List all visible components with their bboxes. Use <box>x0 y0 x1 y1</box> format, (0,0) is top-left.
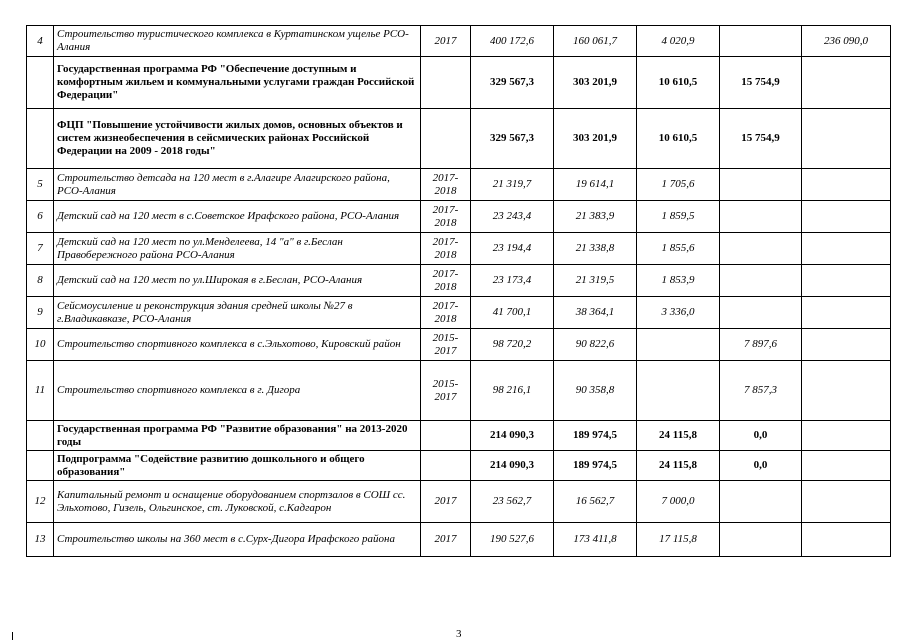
value-total: 23 194,4 <box>471 233 554 265</box>
value-federal: 189 974,5 <box>554 421 637 451</box>
value-federal: 21 383,9 <box>554 201 637 233</box>
value-federal: 16 562,7 <box>554 481 637 523</box>
value-total: 214 090,3 <box>471 451 554 481</box>
row-number: 9 <box>27 297 54 329</box>
row-number: 11 <box>27 361 54 421</box>
row-years: 2017 <box>421 26 471 57</box>
value-other <box>720 26 802 57</box>
value-federal: 173 411,8 <box>554 523 637 557</box>
value-extra <box>802 451 891 481</box>
value-extra <box>802 361 891 421</box>
table-row <box>27 265 891 297</box>
row-number: 7 <box>27 233 54 265</box>
row-years: 2017-2018 <box>421 169 471 201</box>
row-number: 13 <box>27 523 54 557</box>
row-number: 8 <box>27 265 54 297</box>
value-federal: 38 364,1 <box>554 297 637 329</box>
value-other: 15 754,9 <box>720 109 802 169</box>
value-total: 214 090,3 <box>471 421 554 451</box>
row-years <box>421 421 471 451</box>
value-federal: 303 201,9 <box>554 109 637 169</box>
row-title: Государственная программа РФ "Обеспечение доступным и комфортным жильем и коммунальными услугами граждан Российской Федерации" <box>54 57 421 109</box>
row-title: Детский сад на 120 мест по ул.Менделеева, 14 "а" в г.Беслан Правобережного района РСО-Алания <box>54 233 421 265</box>
table-row <box>27 201 891 233</box>
row-years: 2017-2018 <box>421 297 471 329</box>
value-regional: 17 115,8 <box>637 523 720 557</box>
value-other <box>720 265 802 297</box>
table-section-row <box>27 109 891 169</box>
value-total: 21 319,7 <box>471 169 554 201</box>
value-total: 23 562,7 <box>471 481 554 523</box>
value-regional: 3 336,0 <box>637 297 720 329</box>
table-row <box>27 26 891 57</box>
row-number: 4 <box>27 26 54 57</box>
value-other <box>720 523 802 557</box>
value-regional: 1 705,6 <box>637 169 720 201</box>
value-total: 23 243,4 <box>471 201 554 233</box>
row-title: Строительство спортивного комплекса в с.Эльхотово, Кировский район <box>54 329 421 361</box>
value-federal: 21 338,8 <box>554 233 637 265</box>
row-number <box>27 57 54 109</box>
value-regional <box>637 361 720 421</box>
row-years: 2017-2018 <box>421 201 471 233</box>
value-federal: 90 822,6 <box>554 329 637 361</box>
value-regional: 24 115,8 <box>637 451 720 481</box>
value-extra <box>802 169 891 201</box>
value-federal: 189 974,5 <box>554 451 637 481</box>
value-other <box>720 201 802 233</box>
value-regional: 7 000,0 <box>637 481 720 523</box>
value-regional: 1 855,6 <box>637 233 720 265</box>
table-row <box>27 329 891 361</box>
value-federal: 160 061,7 <box>554 26 637 57</box>
value-other: 0,0 <box>720 421 802 451</box>
row-title: Капитальный ремонт и оснащение оборудованием спортзалов в СОШ сс. Эльхотово, Гизель, Ольгинское, ст. Луковской, с.Кадгарон <box>54 481 421 523</box>
value-regional: 24 115,8 <box>637 421 720 451</box>
value-other: 0,0 <box>720 451 802 481</box>
value-extra <box>802 297 891 329</box>
value-other: 7 897,6 <box>720 329 802 361</box>
value-total: 190 527,6 <box>471 523 554 557</box>
row-title: Сейсмоусиление и реконструкция здания средней школы №27 в г.Владикавказе, РСО-Алания <box>54 297 421 329</box>
value-extra <box>802 233 891 265</box>
value-extra <box>802 481 891 523</box>
value-extra <box>802 201 891 233</box>
row-years <box>421 109 471 169</box>
value-regional: 4 020,9 <box>637 26 720 57</box>
margin-mark <box>12 632 13 640</box>
value-other <box>720 297 802 329</box>
value-regional: 10 610,5 <box>637 57 720 109</box>
value-extra <box>802 265 891 297</box>
row-number: 10 <box>27 329 54 361</box>
value-extra <box>802 57 891 109</box>
value-federal: 303 201,9 <box>554 57 637 109</box>
value-total: 329 567,3 <box>471 109 554 169</box>
value-other <box>720 233 802 265</box>
value-total: 41 700,1 <box>471 297 554 329</box>
row-title: Детский сад на 120 мест в с.Советское Ирафского района, РСО-Алания <box>54 201 421 233</box>
row-title: ФЦП "Повышение устойчивости жилых домов, основных объектов и систем жизнеобеспечения в сейсмических районах Российской Федерации на 2009 - 2018 годы" <box>54 109 421 169</box>
row-number: 12 <box>27 481 54 523</box>
row-number <box>27 109 54 169</box>
row-title: Строительство школы на 360 мест в с.Сурх-Дигора Ирафского района <box>54 523 421 557</box>
row-years: 2017 <box>421 481 471 523</box>
budget-table <box>26 25 891 557</box>
value-federal: 19 614,1 <box>554 169 637 201</box>
value-total: 400 172,6 <box>471 26 554 57</box>
value-regional: 1 859,5 <box>637 201 720 233</box>
row-number: 6 <box>27 201 54 233</box>
table-section-row <box>27 421 891 451</box>
value-other: 15 754,9 <box>720 57 802 109</box>
row-number: 5 <box>27 169 54 201</box>
value-extra <box>802 523 891 557</box>
value-regional: 10 610,5 <box>637 109 720 169</box>
value-regional <box>637 329 720 361</box>
value-extra <box>802 329 891 361</box>
row-title: Строительство туристического комплекса в Куртатинском ущелье РСО-Алания <box>54 26 421 57</box>
table-section-row <box>27 57 891 109</box>
row-title: Подпрограмма "Содействие развитию дошкольного и общего образования" <box>54 451 421 481</box>
row-title: Строительство детсада на 120 мест в г.Алагире Алагирского района, РСО-Алания <box>54 169 421 201</box>
table-row <box>27 361 891 421</box>
row-title: Государственная программа РФ "Развитие образования" на 2013-2020 годы <box>54 421 421 451</box>
row-number <box>27 421 54 451</box>
row-years: 2017-2018 <box>421 233 471 265</box>
value-other <box>720 481 802 523</box>
value-extra: 236 090,0 <box>802 26 891 57</box>
row-title: Строительство спортивного комплекса в г. Дигора <box>54 361 421 421</box>
value-federal: 90 358,8 <box>554 361 637 421</box>
value-federal: 21 319,5 <box>554 265 637 297</box>
value-other: 7 857,3 <box>720 361 802 421</box>
table-row <box>27 297 891 329</box>
row-years <box>421 451 471 481</box>
value-extra <box>802 421 891 451</box>
table-row <box>27 233 891 265</box>
row-years: 2017-2018 <box>421 265 471 297</box>
table-row <box>27 523 891 557</box>
value-total: 98 216,1 <box>471 361 554 421</box>
value-regional: 1 853,9 <box>637 265 720 297</box>
row-years: 2015-2017 <box>421 361 471 421</box>
page-number: 3 <box>456 628 462 640</box>
table-body <box>27 26 891 557</box>
row-years <box>421 57 471 109</box>
row-title: Детский сад на 120 мест по ул.Широкая в г.Беслан, РСО-Алания <box>54 265 421 297</box>
value-total: 98 720,2 <box>471 329 554 361</box>
value-other <box>720 169 802 201</box>
row-years: 2017 <box>421 523 471 557</box>
table-row <box>27 481 891 523</box>
value-extra <box>802 109 891 169</box>
row-number <box>27 451 54 481</box>
value-total: 329 567,3 <box>471 57 554 109</box>
table-section-row <box>27 451 891 481</box>
row-years: 2015-2017 <box>421 329 471 361</box>
table-row <box>27 169 891 201</box>
value-total: 23 173,4 <box>471 265 554 297</box>
